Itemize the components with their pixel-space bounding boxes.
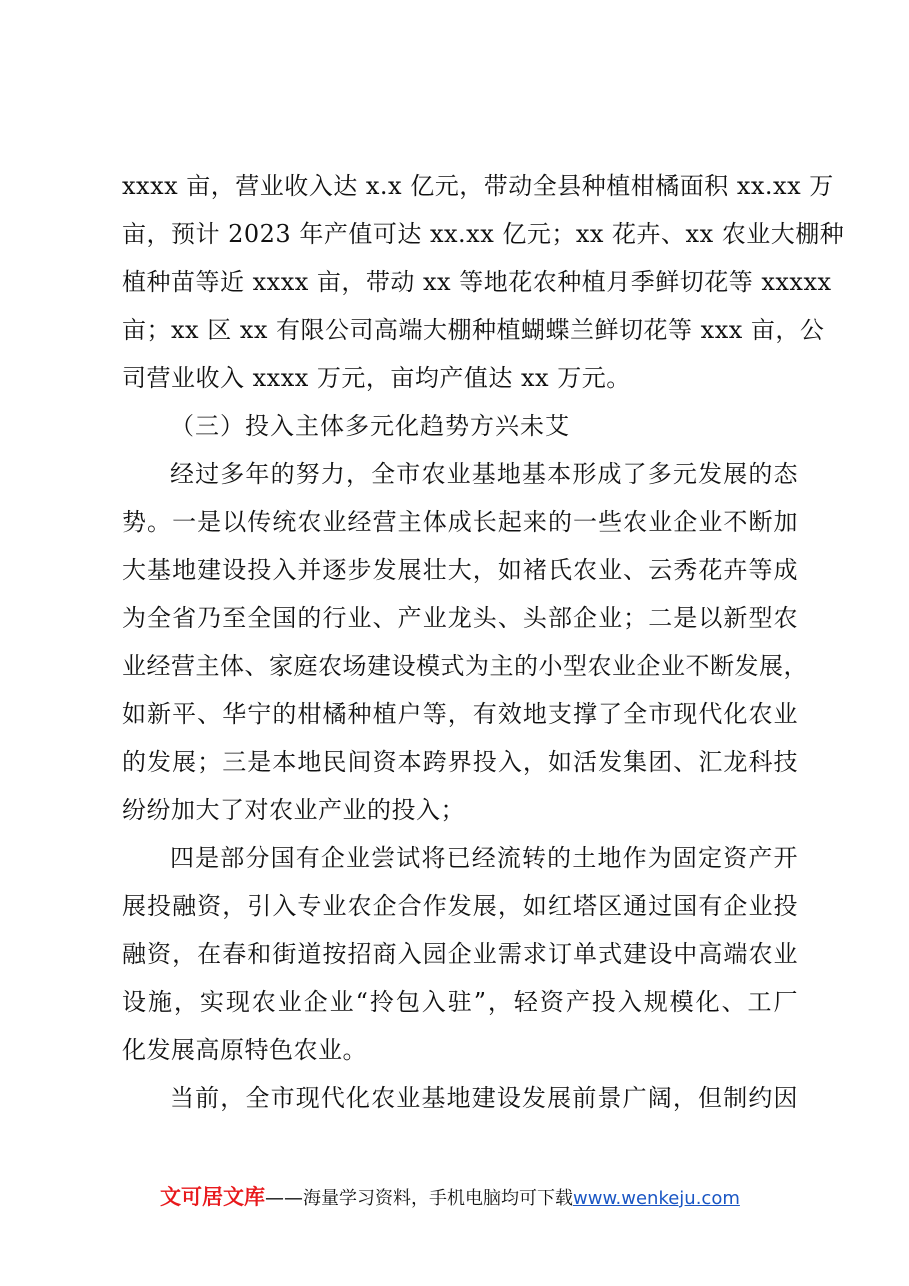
text-line: 经过多年的努力，全市农业基地基本形成了多元发展的态	[170, 460, 798, 488]
footer-banner	[160, 1182, 740, 1212]
text-line: 设施，实现农业企业“拎包入驻”，轻资产投入规模化、工厂	[122, 988, 798, 1016]
text-line: 大基地建设投入并逐步发展壮大，如褚氏农业、云秀花卉等成	[122, 556, 798, 584]
text-line: 纷纷加大了对农业产业的投入；	[122, 796, 465, 824]
text-line: 亩；xx 区 xx 有限公司高端大棚种植蝴蝶兰鲜切花等 xxx 亩，公	[122, 316, 825, 344]
text-line: 亩，预计 2023 年产值可达 xx.xx 亿元；xx 花卉、xx 农业大棚种	[122, 220, 845, 248]
text-line: 业经营主体、家庭农场建设模式为主的小型农业企业不断发展，	[122, 652, 808, 680]
footer-separator: ——	[265, 1187, 303, 1209]
text-line: 如新平、华宁的柑橘种植户等，有效地支撑了全市现代化农业	[122, 700, 798, 728]
text-line: xxxx 亩，营业收入达 x.x 亿元，带动全县种植柑橘面积 xx.xx 万	[122, 172, 834, 200]
text-line: 融资，在春和街道按招商入园企业需求订单式建设中高端农业	[122, 940, 798, 968]
footer-url-link[interactable]: www.wenkeju.com	[573, 1188, 740, 1209]
text-line: 的发展；三是本地民间资本跨界投入，如活发集团、汇龙科技	[122, 748, 798, 776]
text-line: 势。一是以传统农业经营主体成长起来的一些农业企业不断加	[122, 508, 798, 536]
section-heading: （三）投入主体多元化趋势方兴未艾	[170, 412, 570, 440]
footer-brand: 文可居文库	[160, 1185, 265, 1209]
text-line: 展投融资，引入专业农企合作发展，如红塔区通过国有企业投	[122, 892, 798, 920]
text-line: 司营业收入 xxxx 万元，亩均产值达 xx 万元。	[122, 364, 631, 392]
text-line: 化发展高原特色农业。	[122, 1036, 367, 1064]
text-line: 植种苗等近 xxxx 亩，带动 xx 等地花农种植月季鲜切花等 xxxxx	[122, 268, 832, 296]
footer-description: 海量学习资料，手机电脑均可下载	[303, 1188, 573, 1209]
text-line: 四是部分国有企业尝试将已经流转的土地作为固定资产开	[170, 844, 798, 872]
text-line: 为全省乃至全国的行业、产业龙头、头部企业；二是以新型农	[122, 604, 798, 632]
text-line: 当前，全市现代化农业基地建设发展前景广阔，但制约因	[170, 1084, 798, 1112]
